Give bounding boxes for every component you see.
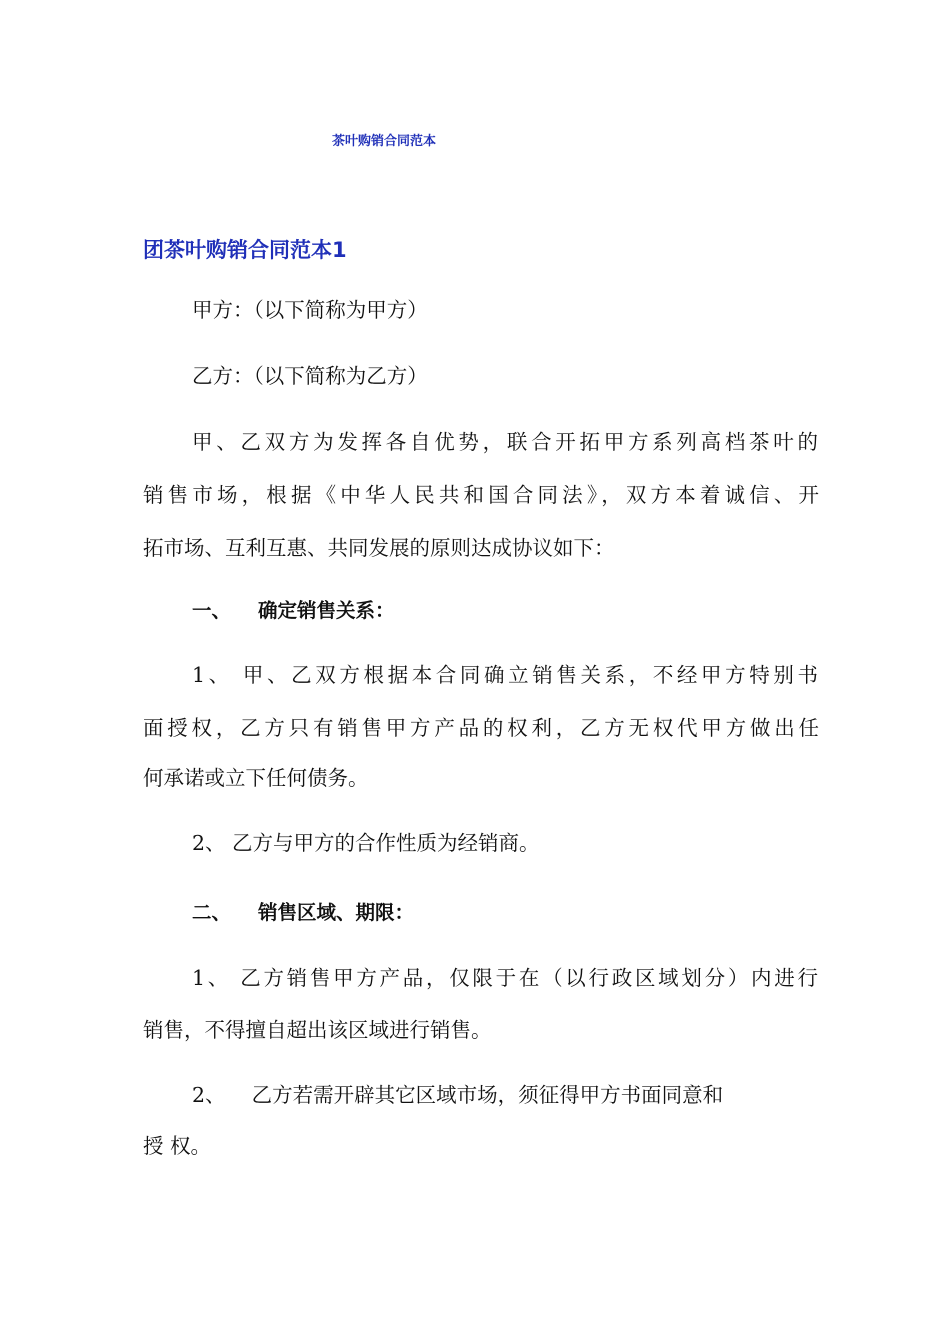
section-heading-text: 确定销售关系： — [258, 599, 395, 622]
preamble-line: 拓市场、互利互惠、共同发展的原则达成协议如下： — [143, 536, 615, 560]
clause-line: 2、 乙方与甲方的合作性质为经销商。 — [192, 831, 540, 855]
clause-line: 1、 乙方销售甲方产品，仅限于在（以行政区域划分）内进行 — [192, 966, 818, 990]
party-b-line: 乙方：（以下简称为乙方） — [192, 364, 428, 388]
section-heading — [192, 900, 414, 926]
clause-line: 销售，不得擅自超出该区域进行销售。 — [143, 1018, 492, 1042]
section-heading-text: 销售区域、期限： — [258, 901, 415, 924]
clause-line: 1、 甲、乙双方根据本合同确立销售关系，不经甲方特别书 — [192, 663, 818, 687]
clause-line: 面授权，乙方只有销售甲方产品的权利，乙方无权代甲方做出任 — [143, 716, 819, 740]
clause-line: 授 权。 — [143, 1134, 212, 1158]
section-number: 二、 — [192, 901, 232, 924]
document-title: 团茶叶购销合同范本1 — [143, 238, 347, 262]
section-number: 一、 — [192, 599, 232, 622]
clause-line: 何承诺或立下任何债务。 — [143, 766, 369, 790]
section-heading — [192, 598, 395, 624]
running-header: 茶叶购销合同范本 — [332, 134, 437, 149]
party-a-line: 甲方：（以下简称为甲方） — [192, 298, 428, 322]
clause-line: 2、 乙方若需开辟其它区域市场，须征得甲方书面同意和 — [192, 1083, 724, 1107]
preamble-line: 销售市场，根据《中华人民共和国合同法》，双方本着诚信、开 — [143, 483, 819, 507]
preamble-line: 甲、乙双方为发挥各自优势，联合开拓甲方系列高档茶叶的 — [192, 430, 818, 454]
